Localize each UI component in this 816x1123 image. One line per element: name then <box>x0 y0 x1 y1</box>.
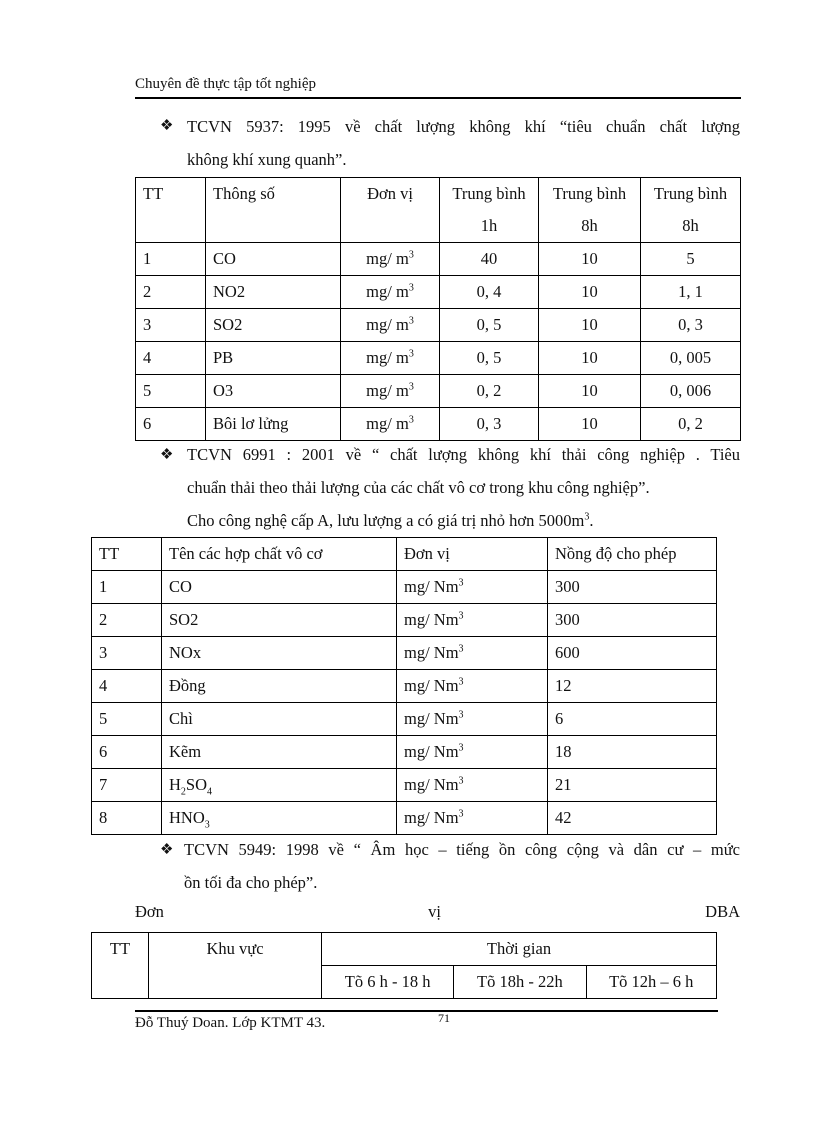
cell-tt: 3 <box>136 309 206 342</box>
cell-value: 10 <box>539 276 641 309</box>
table-row <box>136 243 741 276</box>
cell-value: 300 <box>548 571 717 604</box>
cell-value: 10 <box>539 375 641 408</box>
cell-tt: 4 <box>92 670 162 703</box>
section3-line1: TCVN 5949: 1998 về “ Âm học – tiếng ồn công cộng và dân cư – mức <box>184 840 740 859</box>
cell-value: 300 <box>548 604 717 637</box>
col-header-compound: Tên các hợp chất vô cơ <box>162 538 397 571</box>
table-row <box>92 604 717 637</box>
col-header-avg3: Trung bình 8h <box>641 178 741 243</box>
section2-line2: chuẩn thải theo thải lượng của các chất vô cơ trong khu công nghiệp”. <box>187 478 650 497</box>
table-row <box>92 571 717 604</box>
header-rule <box>135 97 741 99</box>
cell-value: 40 <box>440 243 539 276</box>
cell-value: 600 <box>548 637 717 670</box>
cell-value: 0, 3 <box>440 408 539 441</box>
cell-tt: 5 <box>92 703 162 736</box>
table-row <box>136 408 741 441</box>
col-header-tt: TT <box>92 933 149 999</box>
cell-unit: mg/ $m^3$ <box>341 375 440 408</box>
cell-unit: mg/ $m^3$ <box>341 408 440 441</box>
cell-tt: 3 <box>92 637 162 670</box>
cell-param: Bôi lơ lửng <box>206 408 341 441</box>
cell-compound: Kẽm <box>162 736 397 769</box>
cell-param: PB <box>206 342 341 375</box>
col-header-avg1: Trung bình 1h <box>440 178 539 243</box>
cell-unit: mg/ $m^3$ <box>341 243 440 276</box>
cell-tt: 6 <box>136 408 206 441</box>
air-quality-table <box>135 177 741 441</box>
section1-line2: không khí xung quanh”. <box>187 150 347 169</box>
col-header-unit: Đơn vị <box>397 538 548 571</box>
cell-tt: 1 <box>136 243 206 276</box>
footer-author: Đỗ Thuý Doan. Lớp KTMT 43. <box>135 1015 326 1031</box>
col-header-param: Thông số <box>206 178 341 243</box>
page-number: 71 <box>438 1011 450 1025</box>
cell-value: 10 <box>539 408 641 441</box>
cell-tt: 1 <box>92 571 162 604</box>
cell-value: 0, 006 <box>641 375 741 408</box>
cell-param: NO2 <box>206 276 341 309</box>
cell-unit: mg/ Nm$^3$ <box>397 571 548 604</box>
cell-tt: 2 <box>92 604 162 637</box>
cell-unit: mg/ Nm$^3$ <box>397 637 548 670</box>
col-header-slot: Tõ 12h – 6 h <box>586 966 717 999</box>
noise-limit-table <box>91 932 717 999</box>
cell-compound: NOx <box>162 637 397 670</box>
cell-tt: 5 <box>136 375 206 408</box>
cell-unit: mg/ Nm$^3$ <box>397 703 548 736</box>
table-row <box>92 769 717 802</box>
page-header-title: Chuyên đề thực tập tốt nghiệp <box>135 76 317 92</box>
cell-compound: CO <box>162 571 397 604</box>
cell-unit: mg/ Nm$^3$ <box>397 736 548 769</box>
table-row <box>92 670 717 703</box>
cell-value: 18 <box>548 736 717 769</box>
cell-unit: mg/ $m^3$ <box>341 276 440 309</box>
table-row <box>92 703 717 736</box>
cell-param: SO2 <box>206 309 341 342</box>
cell-compound: SO2 <box>162 604 397 637</box>
table-row <box>92 736 717 769</box>
section1-line1: TCVN 5937: 1995 về chất lượng không khí “tiêu chuẩn chất lượng <box>187 117 740 136</box>
cell-compound: $HNO_3$ <box>162 802 397 835</box>
cell-unit: mg/ Nm$^3$ <box>397 670 548 703</box>
inorganic-emission-table <box>91 537 717 835</box>
col-header-tt: TT <box>136 178 206 243</box>
cell-compound: Chì <box>162 703 397 736</box>
table-header-row <box>92 933 717 966</box>
col-header-avg2: Trung bình 8h <box>539 178 641 243</box>
section2-line1: TCVN 6991 : 2001 về “ chất lượng không khí thải công nghiệp . Tiêu <box>187 445 740 464</box>
cell-unit: mg/ $m^3$ <box>341 309 440 342</box>
col-header-area: Khu vực <box>149 933 322 999</box>
cell-value: 5 <box>641 243 741 276</box>
unit-label-row <box>135 902 740 922</box>
col-header-slot: Tõ 6 h - 18 h <box>322 966 454 999</box>
table-row <box>92 637 717 670</box>
table-row <box>136 309 741 342</box>
cell-value: 0, 5 <box>440 309 539 342</box>
table-row <box>136 375 741 408</box>
table-header-row <box>136 178 741 243</box>
cell-unit: mg/ Nm$^3$ <box>397 802 548 835</box>
cell-unit: mg/ Nm$^3$ <box>397 769 548 802</box>
cell-value: 0, 5 <box>440 342 539 375</box>
cell-tt: 2 <box>136 276 206 309</box>
cell-param: CO <box>206 243 341 276</box>
cell-tt: 6 <box>92 736 162 769</box>
cell-compound: Đồng <box>162 670 397 703</box>
cell-value: 12 <box>548 670 717 703</box>
cell-value: 21 <box>548 769 717 802</box>
cell-tt: 8 <box>92 802 162 835</box>
section3-line2: ồn tối đa cho phép”. <box>184 873 318 892</box>
cell-param: O3 <box>206 375 341 408</box>
cell-value: 6 <box>548 703 717 736</box>
col-header-slot: Tõ 18h - 22h <box>454 966 586 999</box>
unit-label-part: Đơn <box>135 902 164 921</box>
table-row <box>136 342 741 375</box>
bullet-diamond-icon: ❖ <box>160 842 174 858</box>
cell-value: 0, 2 <box>641 408 741 441</box>
table-header-row <box>92 538 717 571</box>
cell-value: 0, 4 <box>440 276 539 309</box>
cell-value: 0, 3 <box>641 309 741 342</box>
table-row <box>92 802 717 835</box>
cell-value: 0, 2 <box>440 375 539 408</box>
cell-value: 10 <box>539 309 641 342</box>
cell-tt: 4 <box>136 342 206 375</box>
col-header-limit: Nồng độ cho phép <box>548 538 717 571</box>
col-header-unit: Đơn vị <box>341 178 440 243</box>
cell-value: 42 <box>548 802 717 835</box>
cell-unit: mg/ $m^3$ <box>341 342 440 375</box>
col-header-time: Thời gian <box>322 933 717 966</box>
cell-tt: 7 <box>92 769 162 802</box>
footer-rule <box>135 1010 718 1012</box>
unit-label-part: vị <box>428 902 441 921</box>
bullet-diamond-icon: ❖ <box>160 118 174 134</box>
cell-value: 10 <box>539 243 641 276</box>
section2-line3: Cho công nghệ cấp A, lưu lượng a có giá trị nhỏ hơn $5000m^3$. <box>187 511 594 530</box>
unit-label-part: DBA <box>705 902 740 921</box>
bullet-diamond-icon: ❖ <box>160 447 174 463</box>
col-header-tt: TT <box>92 538 162 571</box>
cell-compound: $H_2SO_4$ <box>162 769 397 802</box>
cell-value: 1, 1 <box>641 276 741 309</box>
cell-value: 10 <box>539 342 641 375</box>
cell-value: 0, 005 <box>641 342 741 375</box>
cell-unit: mg/ Nm$^3$ <box>397 604 548 637</box>
table-row <box>136 276 741 309</box>
